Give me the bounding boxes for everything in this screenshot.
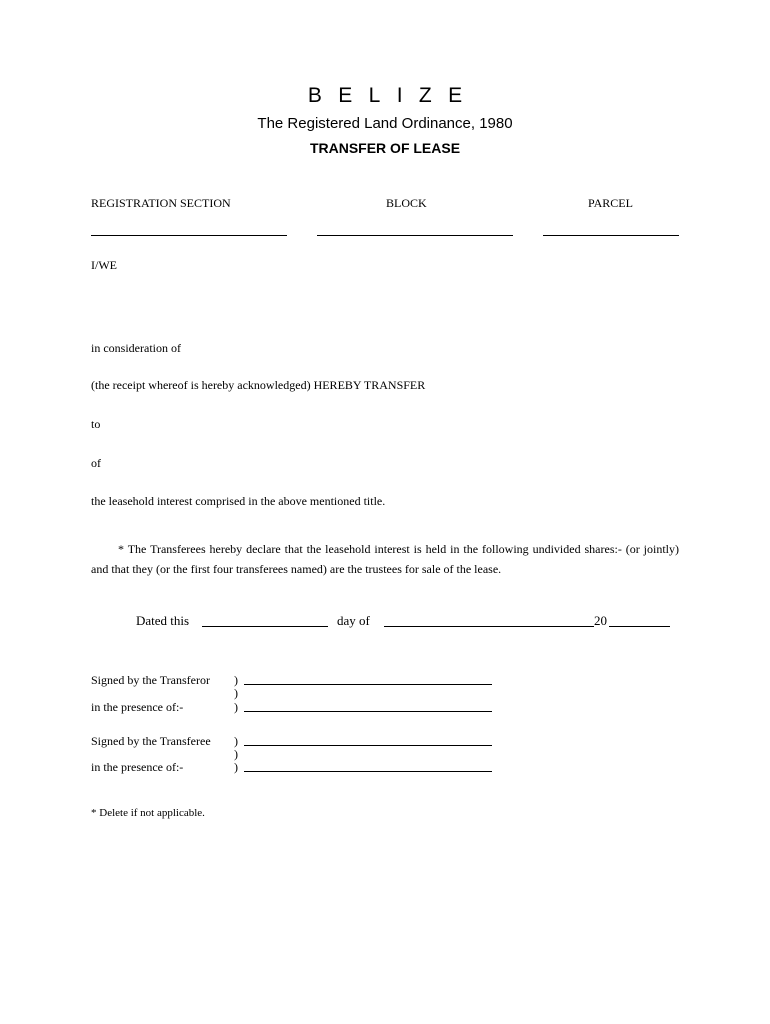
bracket: ) bbox=[234, 760, 238, 774]
ordinance-title: The Registered Land Ordinance, 1980 bbox=[257, 115, 513, 132]
bracket: ) bbox=[234, 686, 238, 700]
bracket: ) bbox=[234, 700, 238, 714]
transferor-witness-field[interactable] bbox=[244, 711, 492, 712]
declaration-text: * The Transferees hereby declare that the leasehold interest is held in the following undivided shares:- (or jointly) and that they (or the first four transferees named) are the trustees for sale of the lease. bbox=[91, 542, 679, 576]
dated-label: Dated this bbox=[136, 613, 190, 628]
to-label: to bbox=[91, 417, 101, 431]
block-label: BLOCK bbox=[386, 196, 427, 210]
bracket: ) bbox=[234, 747, 238, 761]
dated-month-field[interactable] bbox=[384, 626, 594, 627]
day-of-label: day of bbox=[337, 613, 370, 628]
receipt-text: (the receipt whereof is hereby acknowledged) HEREBY TRANSFER bbox=[91, 378, 426, 392]
transferee-signature-label: Signed by the Transferee bbox=[91, 734, 211, 748]
block-field[interactable] bbox=[317, 235, 513, 236]
country-heading: BELIZE bbox=[307, 84, 479, 107]
transferor-signature-label: Signed by the Transferor bbox=[91, 673, 210, 687]
century-prefix: 20 bbox=[594, 613, 607, 628]
parcel-field[interactable] bbox=[543, 235, 679, 236]
transferor-label: I/WE bbox=[91, 258, 117, 272]
transferor-witness-label: in the presence of:- bbox=[91, 700, 184, 714]
registration-section-field[interactable] bbox=[91, 235, 287, 236]
bracket: ) bbox=[234, 673, 238, 687]
dated-day-field[interactable] bbox=[202, 626, 328, 627]
bracket: ) bbox=[234, 734, 238, 748]
transferee-witness-field[interactable] bbox=[244, 771, 492, 772]
transferor-signature-field[interactable] bbox=[244, 684, 492, 685]
transferee-witness-label: in the presence of:- bbox=[91, 760, 184, 774]
transferee-signature-field[interactable] bbox=[244, 745, 492, 746]
of-label: of bbox=[91, 456, 101, 470]
footnote: * Delete if not applicable. bbox=[91, 807, 205, 819]
dated-year-field[interactable] bbox=[609, 626, 670, 627]
form-title: TRANSFER OF LEASE bbox=[309, 140, 461, 156]
parcel-label: PARCEL bbox=[588, 196, 633, 210]
interest-text: the leasehold interest comprised in the above mentioned title. bbox=[91, 494, 386, 508]
registration-section-label: REGISTRATION SECTION bbox=[91, 196, 231, 210]
consideration-label: in consideration of bbox=[91, 341, 181, 355]
